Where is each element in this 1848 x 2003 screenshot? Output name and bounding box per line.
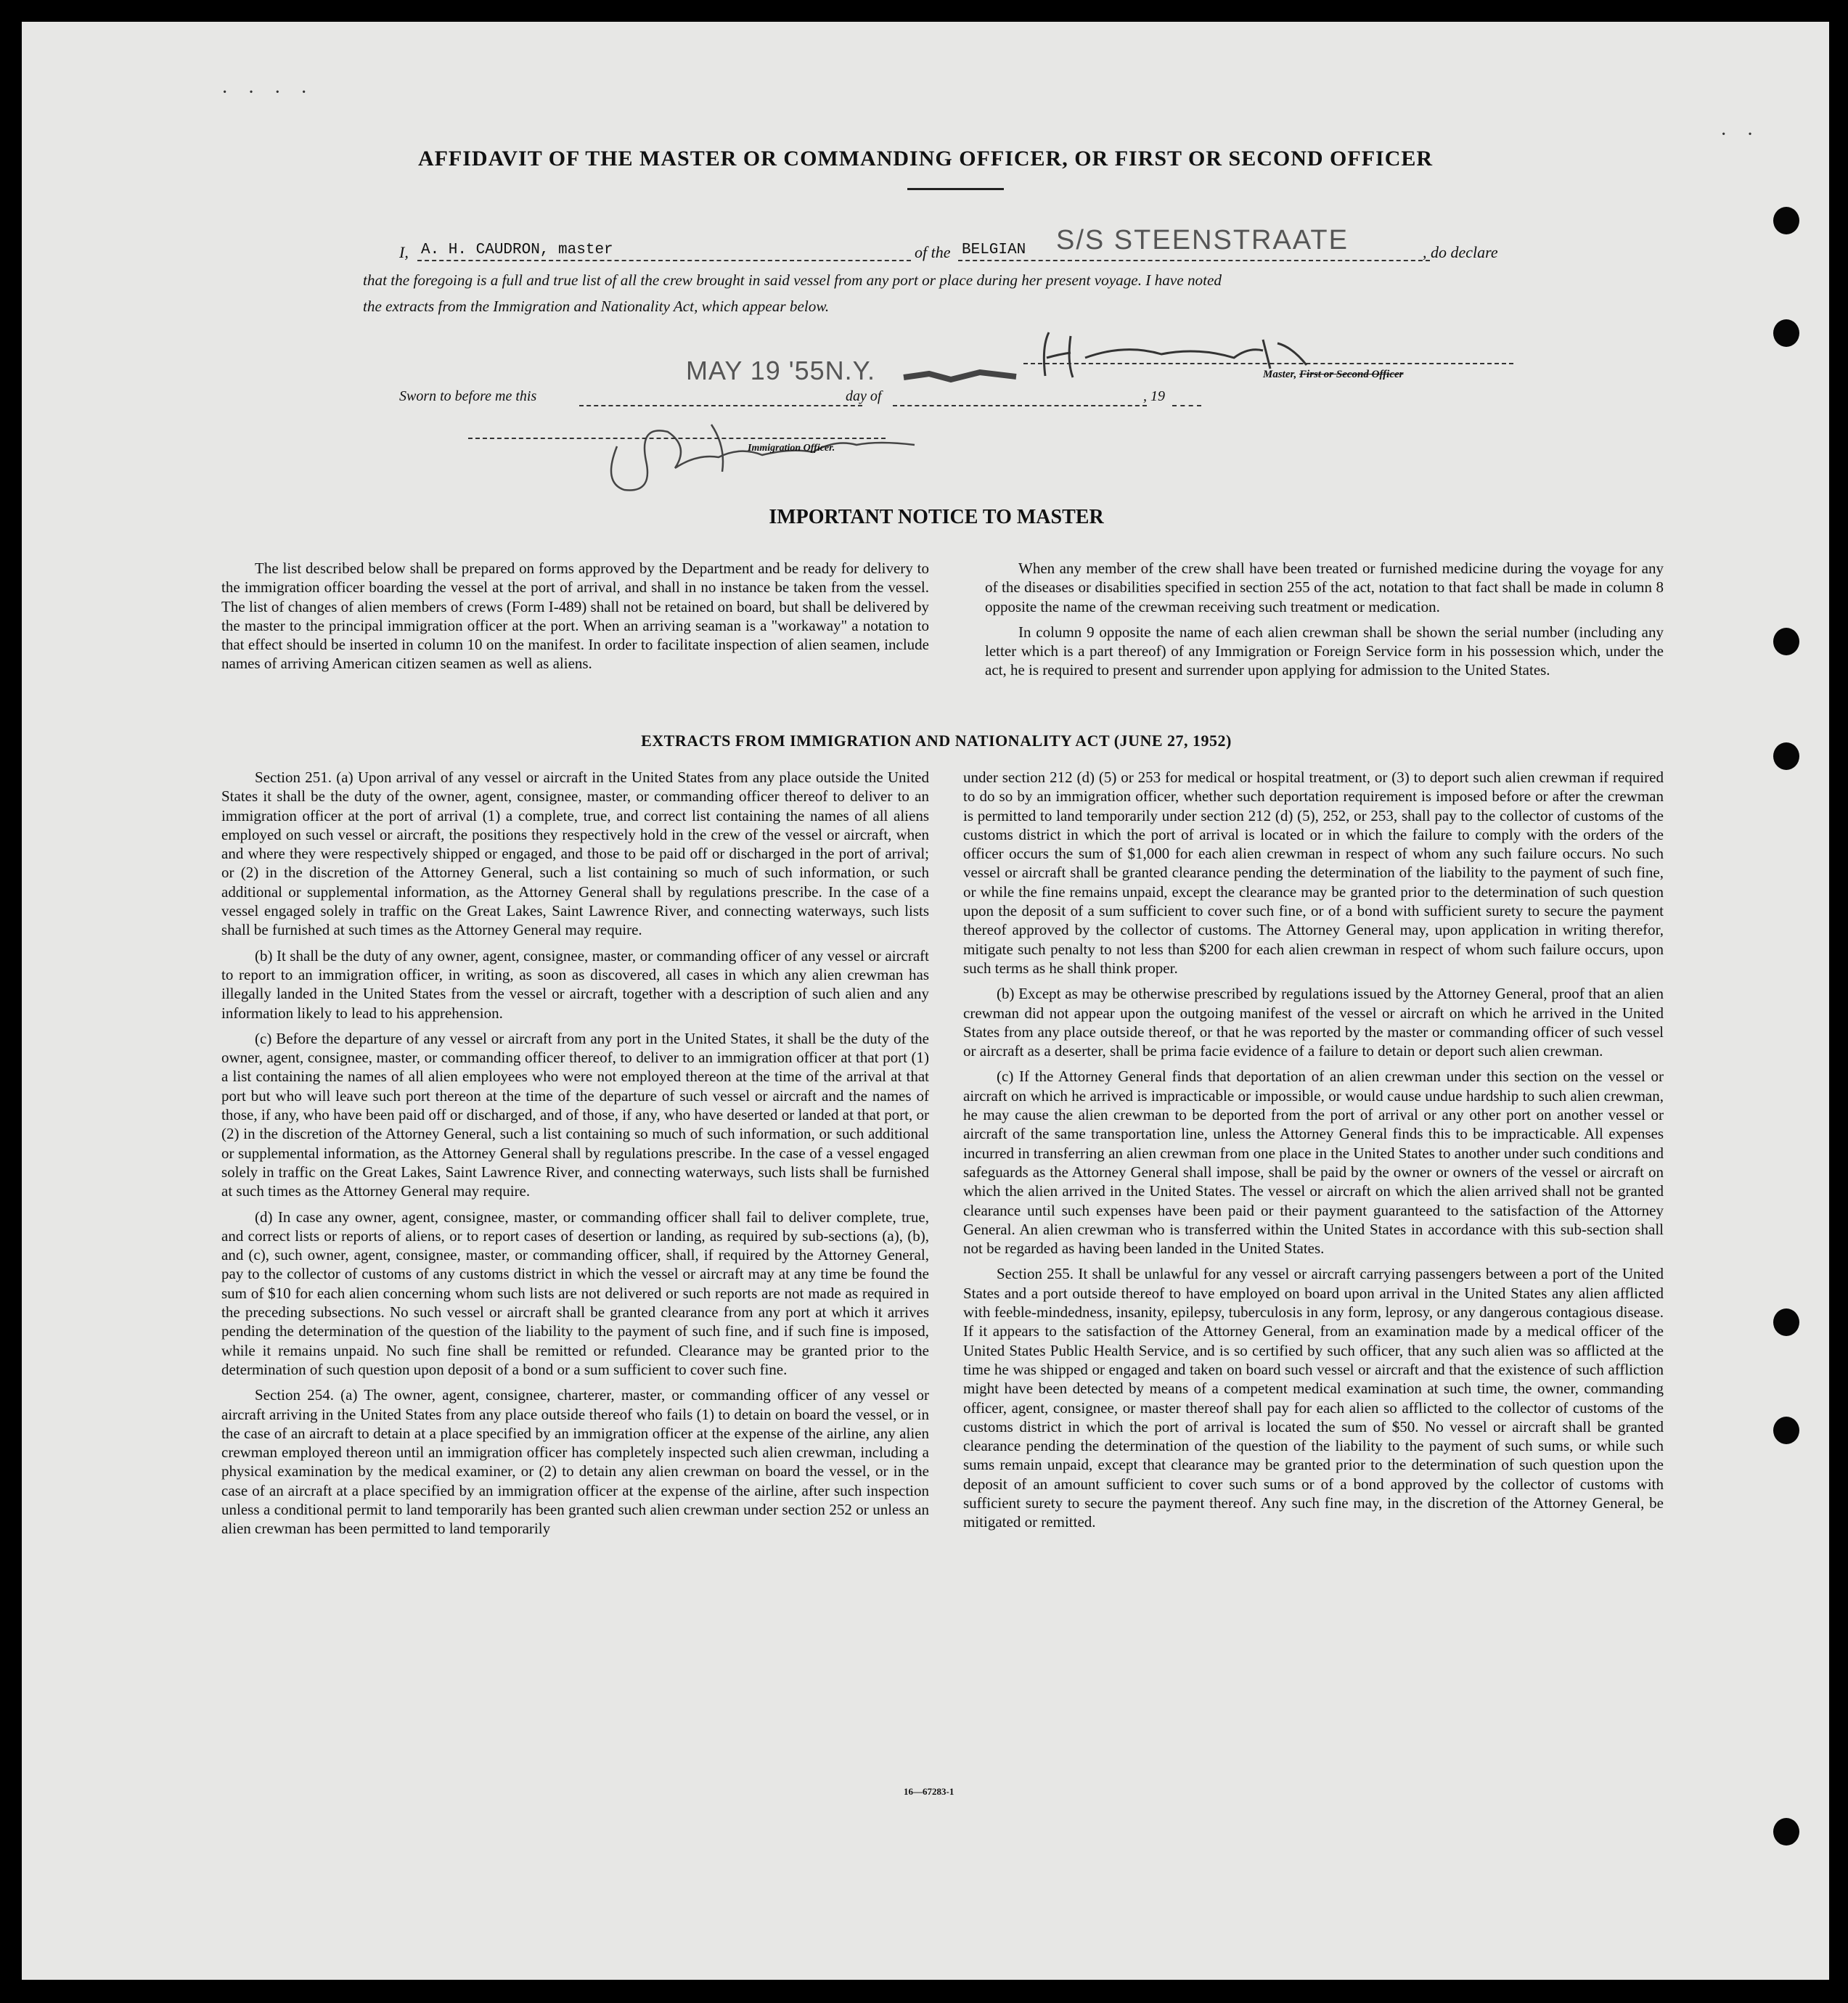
binder-hole <box>1773 319 1799 347</box>
section-254a: Section 254. (a) The owner, agent, consignee, charterer, master, or commanding officer of any vessel or aircraft arriving in the United States from any place outside thereof who fails (1) to detain on board the vessel, or in the case of an aircraft to detain at a place specified by an immigration officer at the expense of the airline, any alien crewman employed thereon until an immigration officer has completely inspected such alien crewman, including a physical examination by the medical examiner, or (2) to detain any alien crewman on board the vessel, or in the case of an aircraft at a place specified by an immigration officer at the expense of the airline, after such inspection unless a conditional permit to land temporarily has been granted such alien crewman under section 252 or unless an alien crewman has been permitted to land temporarily <box>221 1386 929 1538</box>
section-251d: (d) In case any owner, agent, consignee, master, or commanding officer shall fail to deliver complete, true, and correct lists or reports of aliens, or to report cases of desertion or landing, as required by sub-sections (a), (b), and (c), such owner, agent, consignee, master, or commanding officer, shall, if required by the Attorney General, pay to the collector of customs of any customs district in which the vessel or aircraft may at any time be found the sum of $10 for each alien concerning whom such lists are not delivered or such reports are not made as required in the preceding subsections. No such vessel or aircraft shall be granted clearance from any port at which it arrives pending the determination of the question of the liability to the payment of such fine, and if such fine is imposed, while it remains unpaid. No such fine shall be remitted or refunded. Clearance may be granted prior to the determination of such question upon deposit of a bond or a sum sufficient to cover such fine. <box>221 1208 929 1378</box>
binder-hole <box>1773 1818 1799 1846</box>
section-254c: (c) If the Attorney General finds that deportation of an alien crewman under this section on the vessel or aircraft on which he arrived is impracticable or impossible, or would cause undue hardship to such alien crewman, he may cause the alien crewman to be deported from the port of arrival or any other port on another vessel or aircraft of the same transportation line, unless the Attorney General finds this to be impracticable. All expenses incurred in transferring an alien crewman from one place in the United States to another under such conditions and safeguards as the Attorney General shall impose, shall be paid by the owner or owners of the vessel or aircraft on which the alien arrived in the United States. The vessel or aircraft on which the alien arrived shall not be granted clearance until such expenses have been paid or their payment guaranteed to the satisfaction of the Attorney General. An alien crewman who is transferred within the United States in accordance with this sub-section shall not be regarded as having been landed in the United States. <box>963 1068 1664 1258</box>
year-label: , 19 <box>1143 388 1165 404</box>
section-254a-continued: under section 212 (d) (5) or 253 for medical or hospital treatment, or (3) to deport such alien crewman if required to do so by an immigration officer, whether such deportation requirement is imposed before or after the crewman is permitted to land temporarily under section 212 (d) (5), 252, or 253, shall pay to the collector of customs of the customs district in which the port of arrival is located or in which the failure to comply with the orders of the officer occurs the sum of $1,000 for each alien crewman in respect of whom any such failure occurs. No such vessel or aircraft shall be granted clearance pending the determination of the liability to the payment of such fine, or while the fine remains unpaid, except the clearance may be granted prior to the determination of such question upon the deposit of a sum sufficient to cover such fine, or of a bond with sufficient surety to secure the payment thereof approved by the collector of customs. The Attorney General may, upon application in writing therefor, mitigate such penalty to not less than $200 for each alien crewman in respect of whom such failure occurs, upon such terms as he shall think proper. <box>963 769 1664 977</box>
section-251b: (b) It shall be the duty of any owner, agent, consignee, master, or commanding officer of any vessel or aircraft to report to an immigration officer, in writing, as soon as discovered, all cases in which any alien crewman has illegally landed in the United States from the vessel or aircraft, together with a description of such alien and any information likely to lead to his apprehension. <box>221 946 929 1022</box>
date-stamp: MAY 19 '55N.Y. <box>686 356 876 385</box>
master-name: A. H. CAUDRON, master <box>421 242 613 258</box>
officer-caption: Immigration Officer. <box>748 443 835 454</box>
section-251c: (c) Before the departure of any vessel or aircraft from any port in the United States, it shall be the duty of the owner, agent, consignee, master, or commanding officer thereof, to deliver to an immigration officer at that port (1) a list containing the names of all alien employees who were not employed thereon at the time of the arrival at that port but who will leave such port thereon at the time of the departure of such vessel or aircraft and the names of those, if any, who have been paid off or discharged, and of those, if any, who have deserted or landed at that port, or (2) in the discretion of the Attorney General, such a list containing so much of such information, or such additional or supplemental information, as the Attorney General shall by regulations prescribe. In the case of a vessel engaged solely in traffic on the Great Lakes, Saint Lawrence River, and connecting waterways, such lists shall be furnished at such times as the Attorney General may require. <box>221 1029 929 1200</box>
scan-specks: · · <box>1720 123 1761 146</box>
master-caption-prefix: Master, <box>1263 369 1297 380</box>
day-of-label: day of <box>846 388 882 404</box>
vessel-nationality: BELGIAN <box>962 242 1026 258</box>
binder-hole <box>1773 1308 1799 1336</box>
sworn-before-label: Sworn to before me this <box>399 388 537 404</box>
do-declare-label: , do declare <box>1423 243 1498 261</box>
form-number: 16—67283-1 <box>904 1786 954 1797</box>
section-251a: Section 251. (a) Upon arrival of any vessel or aircraft in the United States from any place outside the United States it shall be the duty of the owner, agent, consignee, master, or commanding officer thereof to deliver to an immigration officer at the port of arrival (1) a complete, true, and correct list containing the names of all aliens employed on such vessel or aircraft, the positions they respectively hold in the crew of the vessel or aircraft, when and where they were respectively shipped or engaged, and those to be paid off or discharged in the port of arrival; or (2) in the discretion of the Attorney General, such a list containing so much of such information, or such additional or supplemental information, as the Attorney General shall by regulations prescribe. In the case of a vessel engaged solely in traffic on the Great Lakes, Saint Lawrence River, and connecting waterways, such lists shall be furnished at such times as the Attorney General may require. <box>221 769 929 939</box>
sworn-year-line <box>1172 405 1201 406</box>
master-signature-line <box>1023 363 1513 364</box>
binder-hole <box>1773 628 1799 655</box>
declaration-line-3: the extracts from the Immigration and Nationality Act, which appear below. <box>363 298 830 315</box>
extracts-left-column <box>221 768 929 1545</box>
section-255: Section 255. It shall be unlawful for any vessel or aircraft carrying passengers between a port of the United States and a port outside thereof to have employed on board upon arrival in the United States any alien afflicted with feeble-mindedness, insanity, epilepsy, tuberculosis in any form, leprosy, or any dangerous contagious disease. If it appears to the satisfaction of the Attorney General, from an examination made by a medical officer of the United States Public Health Service, and is so certified by such officer, that any such alien was so afflicted at the time he was shipped or engaged and taken on board such vessel or aircraft and that the existence of such affliction might have been detected by means of a competent medical examination at such time, the owner, commanding officer, agent, consignee, or master thereof shall pay for each alien so afflicted to the collector of customs of the customs district in which the port of arrival is located the sum of $50. No vessel or aircraft shall be granted clearance pending the determination of the question of the liability to the payment of such sums, or while such sums remain unpaid, except that clearance may be granted prior to the determination of such question upon the deposit of an amount sufficient to cover such sums or of a bond approved by the collector of customs with sufficient surety to secure the payment thereof. Any such fine may, in the discretion of the Attorney General, be mitigated or remitted. <box>963 1265 1664 1531</box>
binder-hole <box>1773 207 1799 234</box>
binder-hole <box>1773 1417 1799 1444</box>
vessel-underline <box>958 260 1430 261</box>
notice-left-column <box>221 559 929 680</box>
name-underline <box>417 260 911 261</box>
vessel-name-stamp: S/S STEENSTRAATE <box>1056 225 1349 255</box>
notice-paragraph: In column 9 opposite the name of each alien crewman shall be shown the serial number (including any letter which is a part thereof) of any Immigration or Foreign Service form in his possession which, under the act, he is required to present and surrender upon applying for admission to the United States. <box>985 623 1664 679</box>
document-page <box>22 22 1829 1980</box>
master-caption <box>1263 369 1404 381</box>
extracts-right-column <box>963 768 1664 1539</box>
officer-signature-line <box>468 438 886 439</box>
notice-right-column <box>985 559 1664 687</box>
affidavit-title: AFFIDAVIT OF THE MASTER OR COMMANDING OFFICER, OR FIRST OR SECOND OFFICER <box>417 147 1434 171</box>
section-254b: (b) Except as may be otherwise prescribed by regulations issued by the Attorney General, proof that an alien crewman did not appear upon the outgoing manifest of the vessel or aircraft on which he arrived in the United States from any place outside thereof, or that he was reported by the master or commanding officer of such vessel or aircraft as a deserter, shall be prima facie evidence of a failure to detain or deport such alien crewman. <box>963 985 1664 1060</box>
notice-paragraph: The list described below shall be prepared on forms approved by the Department and be ready for delivery to the immigration officer boarding the vessel at the port of arrival, and shall in no instance be taken from the vessel. The list of changes of alien members of crews (Form I-489) shall not be retained on board, but shall be delivered by the master to the principal immigration officer at the port. When an arriving seaman is a "workaway" a notation to that effect should be inserted in column 10 on the manifest. In order to facilitate inspection of alien seamen, include names of arriving American citizen seamen as well as aliens. <box>221 560 929 673</box>
notice-paragraph: When any member of the crew shall have been treated or furnished medicine during the voyage for any of the diseases or disabilities specified in section 255 of the act, notation to that fact shall be made in column 8 opposite the name of the crewman receiving such treatment or medication. <box>985 560 1664 615</box>
extracts-heading: EXTRACTS FROM IMMIGRATION AND NATIONALITY ACT (JUNE 27, 1952) <box>641 732 1232 750</box>
stamp-smudge <box>900 359 1023 388</box>
struck-officer-text: First or Second Officer <box>1299 369 1404 380</box>
declaration-line-2: that the foregoing is a full and true list of all the crew brought in said vessel from any port or place during her present voyage. I have noted <box>363 271 1222 289</box>
notice-heading: IMPORTANT NOTICE TO MASTER <box>769 506 1104 528</box>
of-the-label: of the <box>915 243 951 261</box>
scan-specks: · · · · <box>221 81 315 104</box>
declaration-intro: I, <box>399 243 409 261</box>
title-divider <box>907 188 1004 190</box>
